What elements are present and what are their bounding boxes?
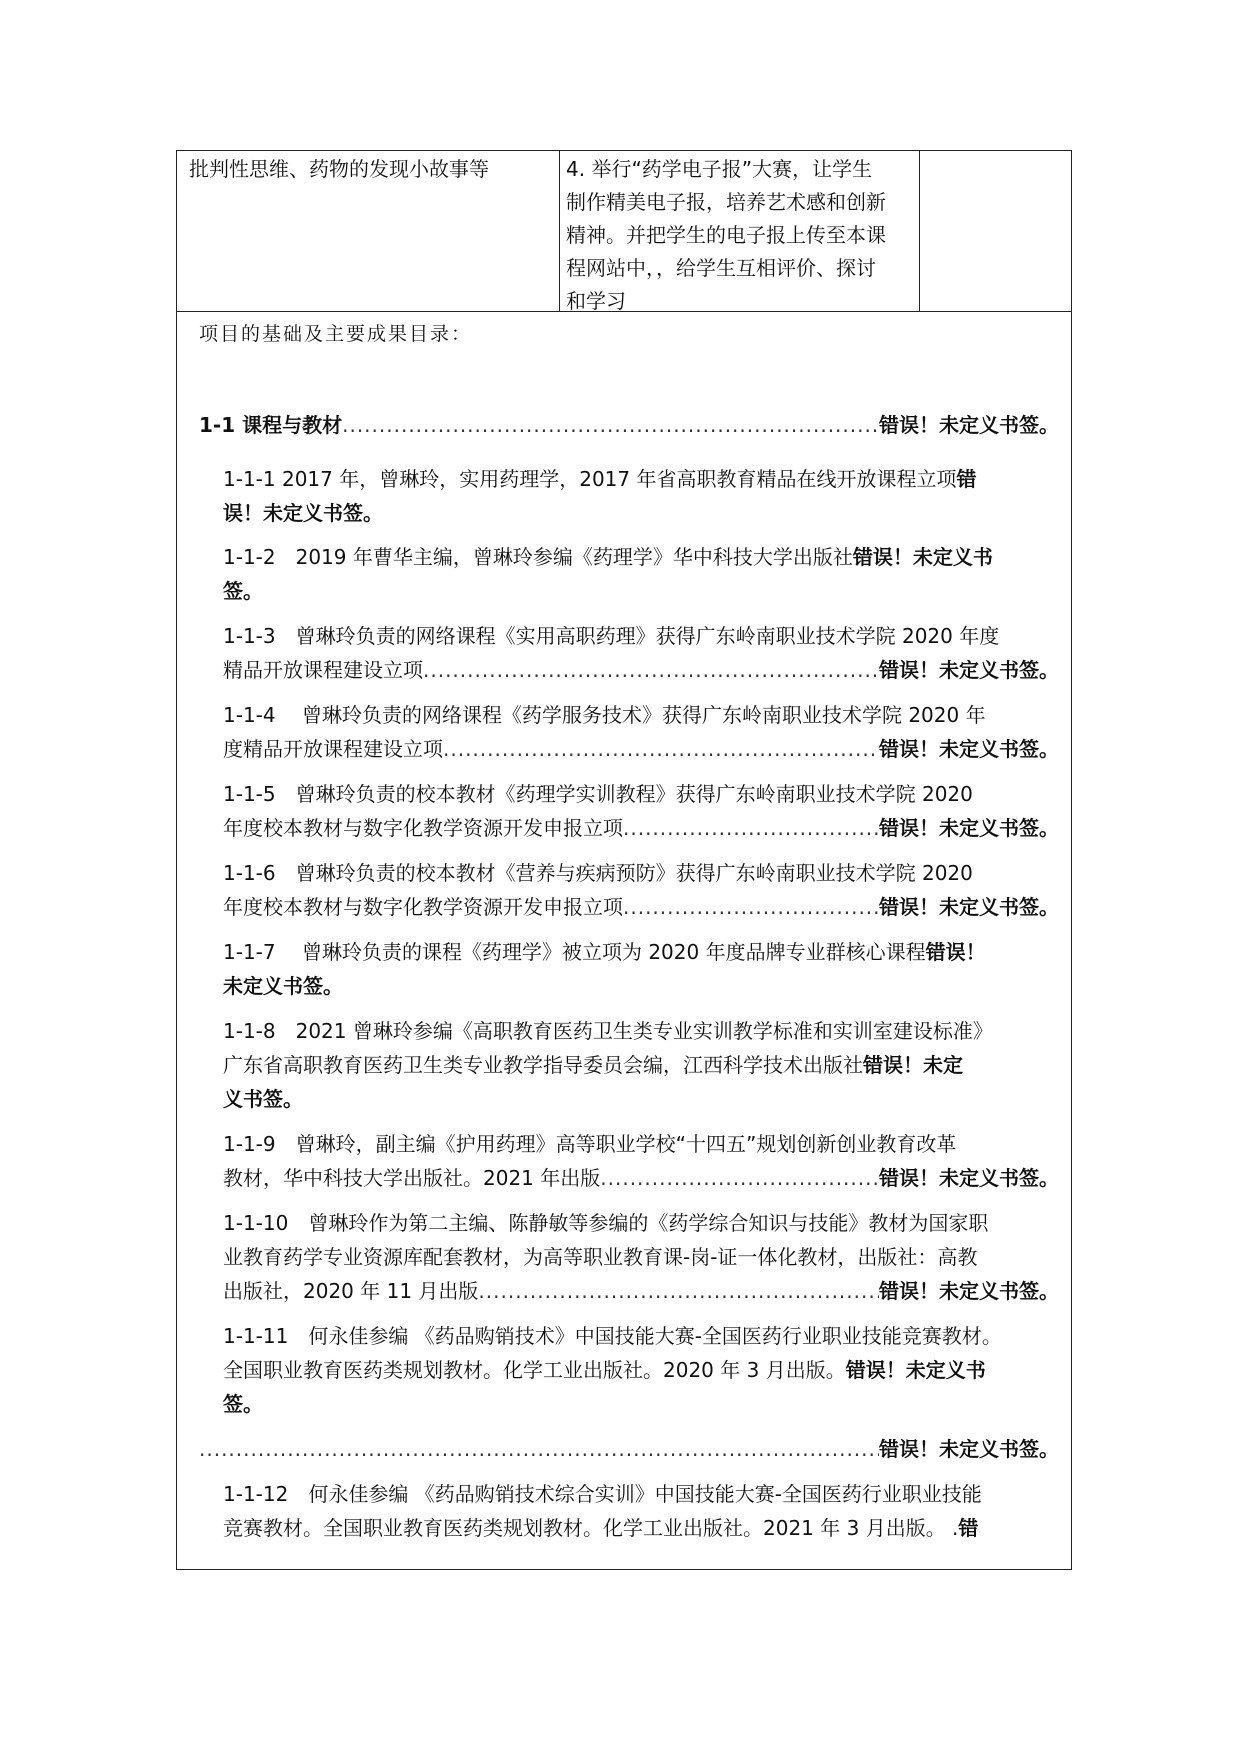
- mid-line-3: 精神。并把学生的电子报上传至本课: [566, 223, 886, 247]
- entry-1-1-12: 1-1-12 何永佳参编 《药品购销技术综合实训》中国技能大赛-全国医药行业职业技能: [223, 1482, 982, 1506]
- error-bookmark: 错误！未定义书签。: [879, 895, 1059, 919]
- section-heading: 项目的基础及主要成果目录：: [199, 323, 473, 345]
- entry-1-1-8-cont: [223, 1048, 1093, 1082]
- error-bookmark: 错误！未定义书签。: [879, 1437, 1059, 1461]
- toc-title: 1-1 课程与教材: [199, 413, 343, 437]
- entry-1-1-11-cont: [223, 1353, 1093, 1387]
- toc-leader: [600, 1161, 879, 1195]
- entry-1-1-3: 1-1-3 曾琳玲负责的网络课程《实用高职药理》获得广东岭南职业技术学院 2020 年度: [223, 624, 1000, 648]
- document-table: [176, 150, 1072, 1570]
- column-divider-2: [919, 151, 920, 311]
- entry-1-1-9-cont: [223, 1161, 1059, 1195]
- entry-1-1-7-cont: [223, 969, 1093, 1003]
- entry-1-1-4: 1-1-4 曾琳玲负责的网络课程《药学服务技术》获得广东岭南职业技术学院 2020 年: [223, 703, 986, 727]
- left-cell-text: 批判性思维、药物的发现小故事等: [189, 157, 489, 181]
- error-bookmark: 误！未定义书签。: [223, 501, 383, 525]
- mid-line-5: 和学习: [566, 289, 626, 313]
- entry-1-1-9: 1-1-9 曾琳玲，副主编《护用药理》高等职业学校“十四五”规划创新创业教育改革: [223, 1132, 957, 1156]
- entry-1-1-8: 1-1-8 2021 曾琳玲参编《高职教育医药卫生类专业实训教学标准和实训室建设标准》: [223, 1019, 993, 1043]
- toc-leader: [478, 1274, 879, 1308]
- entry-text: 年度校本教材与数字化教学资源开发申报立项: [223, 816, 623, 840]
- error-bookmark: 错误！未定: [863, 1053, 963, 1077]
- entry-1-1-3-cont: [223, 653, 1059, 687]
- error-bookmark: 错误！未定义书签。: [879, 1279, 1059, 1303]
- error-bookmark: 义书签。: [223, 1087, 303, 1111]
- middle-cell-text: [566, 153, 911, 318]
- entry-1-1-10: 1-1-10 曾琳玲作为第二主编、陈静敏等参编的《药学综合知识与技能》教材为国家职: [223, 1211, 989, 1235]
- column-divider-1: [559, 151, 560, 311]
- toc-leader: [623, 811, 879, 845]
- toc-leader-line: [199, 1432, 1059, 1466]
- error-bookmark: 未定义书签。: [223, 974, 343, 998]
- error-bookmark: 错误！未定义书签。: [879, 658, 1059, 682]
- entry-1-1-5: 1-1-5 曾琳玲负责的校本教材《药理学实训教程》获得广东岭南职业技术学院 2020: [223, 782, 973, 806]
- error-bookmark: 错误！未定义书: [852, 545, 993, 569]
- entry-1-1-5-cont: [223, 811, 1059, 845]
- mid-line-1: 4. 举行“药学电子报”大赛，让学生: [566, 157, 873, 181]
- error-bookmark: 错误！未定义书签。: [879, 1166, 1059, 1190]
- entry-text: 出版社，2020 年 11 月出版: [223, 1279, 479, 1303]
- entry-1-1-11: 1-1-11 何永佳参编 《药品购销技术》中国技能大赛-全国医药行业职业技能竞赛教材。: [223, 1324, 1002, 1348]
- mid-line-4: 程网站中，，给学生互相评价、探讨: [566, 256, 876, 280]
- error-bookmark: 签。: [223, 579, 263, 603]
- error-bookmark: 错误！未定义书签。: [879, 413, 1059, 437]
- entry-text: 1-1-1 2017 年，曾琳玲，实用药理学，2017 年省高职教育精品在线开放课程立项: [223, 467, 957, 491]
- entry-1-1-8-cont2: [223, 1082, 1093, 1116]
- table-top-row: [177, 151, 1071, 312]
- entry-text: 广东省高职教育医药卫生类专业教学指导委员会编，江西科学技术出版社: [223, 1053, 863, 1077]
- entry-1-1-1: [223, 462, 1093, 496]
- toc-entry-title: [199, 408, 1059, 442]
- entry-text: 全国职业教育医药类规划教材。化学工业出版社。2020 年 3 月出版。: [223, 1358, 846, 1382]
- entry-text: 教材，华中科技大学出版社。2021 年出版: [223, 1166, 601, 1190]
- entry-text: 1-1-2 2019 年曹华主编，曾琳玲参编《药理学》华中科技大学出版社: [223, 545, 853, 569]
- toc-leader: [623, 890, 879, 924]
- entry-1-1-11-cont2: [223, 1387, 1093, 1421]
- entry-text: 度精品开放课程建设立项: [223, 737, 443, 761]
- error-bookmark: 错误！未定义书: [845, 1358, 986, 1382]
- error-bookmark: 错误！未定义书签。: [879, 737, 1059, 761]
- error-bookmark: 错: [956, 467, 977, 491]
- entry-1-1-6: 1-1-6 曾琳玲负责的校本教材《营养与疾病预防》获得广东岭南职业技术学院 2020: [223, 861, 973, 885]
- entry-1-1-10-cont2: [223, 1274, 1059, 1308]
- entry-text: 1-1-7 曾琳玲负责的课程《药理学》被立项为 2020 年度品牌专业群核心课程: [223, 940, 926, 964]
- entry-1-1-1-cont: [223, 496, 1093, 530]
- error-bookmark: 错误！未定义书签。: [879, 816, 1059, 840]
- entry-1-1-10-cont: 业教育药学专业资源库配套教材，为高等职业教育课-岗-证一体化教材，出版社：高教: [223, 1245, 978, 1269]
- entry-1-1-4-cont: [223, 732, 1059, 766]
- entry-1-1-2: [223, 540, 1093, 574]
- entry-1-1-7: [223, 935, 1093, 969]
- entry-1-1-2-cont: [223, 574, 1093, 608]
- error-bookmark: 错误！: [925, 940, 986, 964]
- entry-1-1-6-cont: [223, 890, 1059, 924]
- toc-leader: [342, 408, 879, 442]
- mid-line-2: 制作精美电子报，培养艺术感和创新: [566, 190, 886, 214]
- toc-leader: [443, 732, 879, 766]
- error-bookmark: 签。: [223, 1392, 263, 1416]
- entry-text: 精品开放课程建设立项: [223, 658, 423, 682]
- error-bookmark: 错: [958, 1516, 979, 1540]
- toc-leader: [423, 653, 879, 687]
- entry-1-1-12-cont: [223, 1511, 1093, 1545]
- entry-text: 竞赛教材。全国职业教育医药类规划教材。化学工业出版社。2021 年 3 月出版。 .: [223, 1516, 959, 1540]
- entry-text: 年度校本教材与数字化教学资源开发申报立项: [223, 895, 623, 919]
- toc-leader: [199, 1432, 879, 1466]
